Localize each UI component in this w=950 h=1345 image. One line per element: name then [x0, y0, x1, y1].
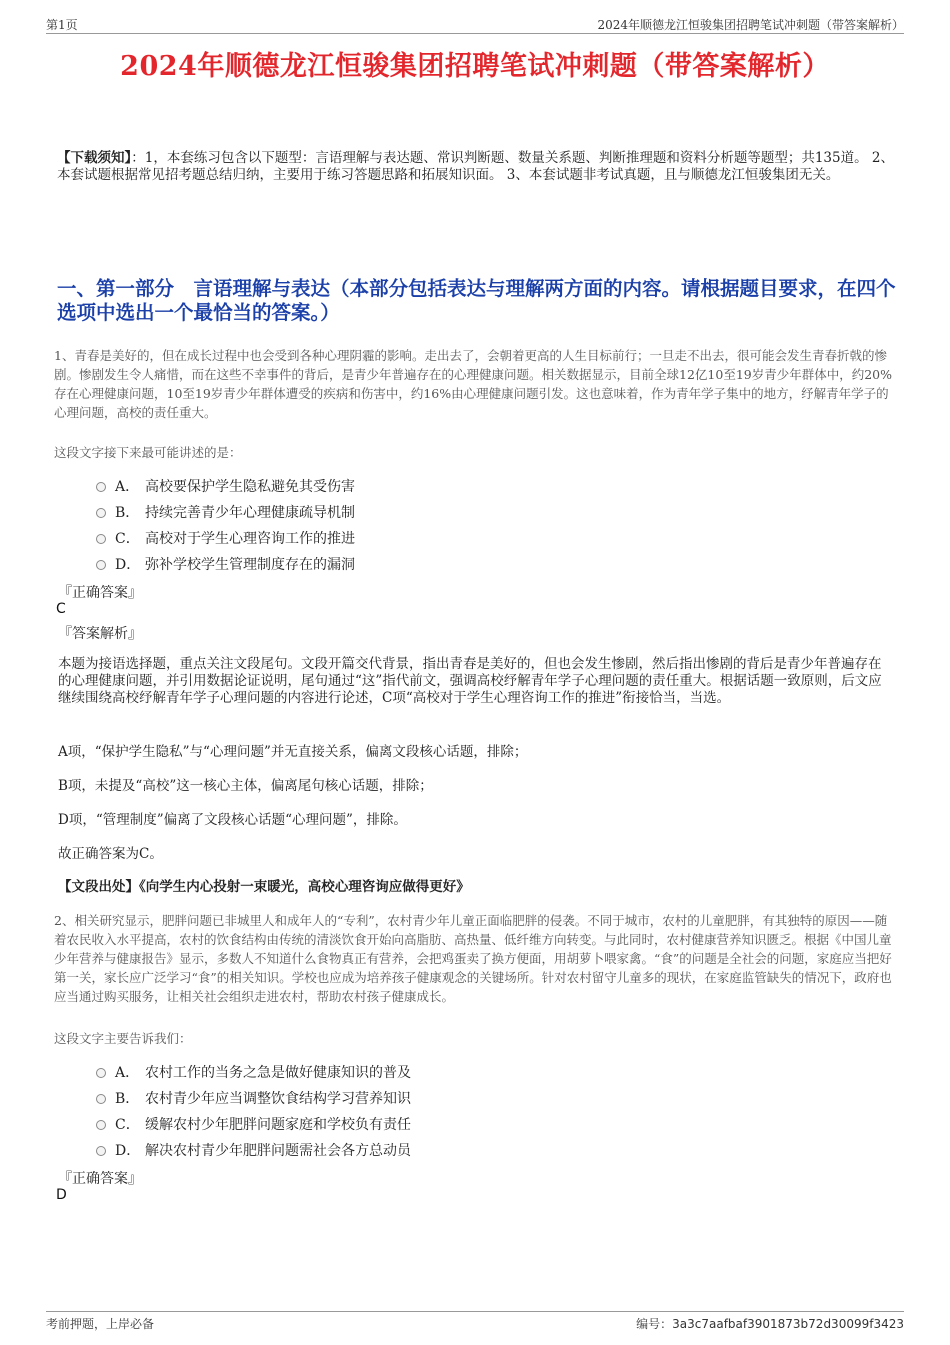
q1-options	[96, 473, 696, 577]
q1-analysis-b: B项，未提及“高校”这一核心主体，偏离尾句核心话题，排除；	[58, 778, 433, 794]
q1-prompt: 这段文字接下来最可能讲述的是：	[54, 445, 242, 460]
radio-icon[interactable]	[96, 1094, 106, 1104]
footer-slogan: 考前押题，上岸必备	[46, 1317, 155, 1331]
radio-icon[interactable]	[96, 560, 106, 570]
section-title: 一、第一部分 言语理解与表达（本部分包括表达与理解两方面的内容。请根据题目要求，在四个选项中选出一个最恰当的答案。）	[57, 277, 896, 324]
q1-option-c[interactable]	[96, 525, 696, 551]
q1-source: 【文段出处】《向学生内心投射一束暖光，高校心理咨询应做得更好》	[58, 879, 470, 895]
option-text: 高校对于学生心理咨询工作的推进	[145, 531, 355, 547]
option-letter: B．	[115, 1091, 140, 1107]
footer-code-label: 编号：	[636, 1317, 673, 1331]
header-doc-title: 2024年顺德龙江恒骏集团招聘笔试冲刺题（带答案解析）	[597, 18, 904, 32]
option-letter: D．	[115, 1143, 141, 1159]
page-number: 第1页	[46, 18, 78, 32]
option-letter: C．	[115, 531, 140, 547]
q1-analysis-main: 本题为接语选择题，重点关注文段尾句。文段开篇交代背景，指出青春是美好的，但也会发生惨剧，然后指出惨剧的背后是青少年普遍存在的心理健康问题，并引用数据论证说明，尾句通过“这”指代前文，强调高校纾解青年学子心理问题的责任重大。根据话题一致原则，后文应继续围绕高校纾解青年学子心理问题的内容进行论述，C项“高校对于学生心理咨询工作的推进”衔接恰当，当选。	[58, 656, 882, 706]
option-text: 弥补学校学生管理制度存在的漏洞	[145, 557, 355, 573]
q1-option-b[interactable]	[96, 499, 696, 525]
option-letter: D．	[115, 557, 141, 573]
q2-option-a[interactable]	[96, 1059, 696, 1085]
q1-option-a[interactable]	[96, 473, 696, 499]
q2-option-d[interactable]	[96, 1137, 696, 1163]
radio-icon[interactable]	[96, 1120, 106, 1130]
option-letter: C．	[115, 1117, 140, 1133]
q2-answer: D	[56, 1187, 67, 1203]
option-text: 高校要保护学生隐私避免其受伤害	[145, 479, 355, 495]
option-letter: A．	[115, 479, 140, 495]
option-text: 农村青少年应当调整饮食结构学习营养知识	[145, 1091, 411, 1107]
radio-icon[interactable]	[96, 1068, 106, 1078]
q1-answer: C	[56, 601, 66, 617]
option-text: 持续完善青少年心理健康疏导机制	[145, 505, 355, 521]
q1-answer-label: 『正确答案』	[58, 585, 142, 601]
download-notice	[57, 150, 897, 184]
q1-analysis-d: D项，“管理制度”偏离了文段核心话题“心理问题”，排除。	[58, 812, 407, 828]
radio-icon[interactable]	[96, 508, 106, 518]
q2-passage: 2、相关研究显示，肥胖问题已非城里人和成年人的“专利”，农村青少年儿童正面临肥胖的侵袭。不同于城市，农村的儿童肥胖，有其独特的原因——随着农民收入水平提高，农村的饮食结构由传统的清淡饮食开始向高脂肪、高热量、低纤维方向转变。与此同时，农村健康营养知识匮乏。根据《中国儿童少年营养与健康报告》显示，多数人不知道什么食物真正有营养，会把鸡蛋卖了换方便面，用胡萝卜喂家禽。“食”的问题是全社会的问题，家庭应当把好第一关，家长应广泛学习“食”的相关知识。学校也应成为培养孩子健康观念的关键场所。针对农村留守儿童多的现状，在家庭监管缺失的情况下，政府也应当通过购买服务，让相关社会组织走进农村，帮助农村孩子健康成长。	[54, 913, 892, 1004]
q1-analysis-a: A项，“保护学生隐私”与“心理问题”并无直接关系，偏离文段核心话题，排除；	[58, 744, 528, 760]
q1-analysis-label: 『答案解析』	[58, 626, 142, 642]
notice-text: ：1，本套练习包含以下题型：言语理解与表达题、常识判断题、数量关系题、判断推理题和资料分析题等题型；共135道。 2、本套试题根据常见招考题总结归纳，主要用于练习答题思路和拓展知识面。 3、本套试题非考试真题，且与顺德龙江恒骏集团无关。	[57, 150, 894, 183]
radio-icon[interactable]	[96, 482, 106, 492]
option-letter: B．	[115, 505, 140, 521]
option-text: 解决农村青少年肥胖问题需社会各方总动员	[145, 1143, 411, 1159]
option-letter: A．	[115, 1065, 140, 1081]
q2-option-b[interactable]	[96, 1085, 696, 1111]
notice-label: 【下载须知】	[57, 150, 132, 166]
q2-options	[96, 1059, 696, 1163]
q2-prompt: 这段文字主要告诉我们：	[54, 1031, 192, 1046]
page-footer	[46, 1311, 904, 1331]
q2-answer-label: 『正确答案』	[58, 1171, 142, 1187]
footer-code-value: 3a3c7aafbaf3901873b72d30099f3423	[672, 1317, 904, 1331]
footer-code	[636, 1315, 904, 1332]
q1-option-d[interactable]	[96, 551, 696, 577]
q1-passage: 1、青春是美好的，但在成长过程中也会受到各种心理阴霾的影响。走出去了，会朝着更高的人生目标前行；一旦走不出去，很可能会发生青春折戟的惨剧。惨剧发生令人痛惜，而在这些不幸事件的背后，是青少年普遍存在的心理健康问题。相关数据显示，目前全球12亿10至19岁青少年群体中，约20%存在心理健康问题，10至19岁青少年群体遭受的疾病和伤害中，约16%由心理健康问题引发。这也意味着，作为青年学子集中的地方，纾解青年学子的心理问题，高校的责任重大。	[54, 348, 893, 420]
radio-icon[interactable]	[96, 534, 106, 544]
page-title: 2024年顺德龙江恒骏集团招聘笔试冲刺题（带答案解析）	[120, 51, 830, 82]
q2-option-c[interactable]	[96, 1111, 696, 1137]
option-text: 缓解农村少年肥胖问题家庭和学校负有责任	[145, 1117, 411, 1133]
radio-icon[interactable]	[96, 1146, 106, 1156]
page-header	[46, 14, 904, 34]
option-text: 农村工作的当务之急是做好健康知识的普及	[145, 1065, 411, 1081]
q1-analysis-conclusion: 故正确答案为C。	[58, 846, 163, 862]
